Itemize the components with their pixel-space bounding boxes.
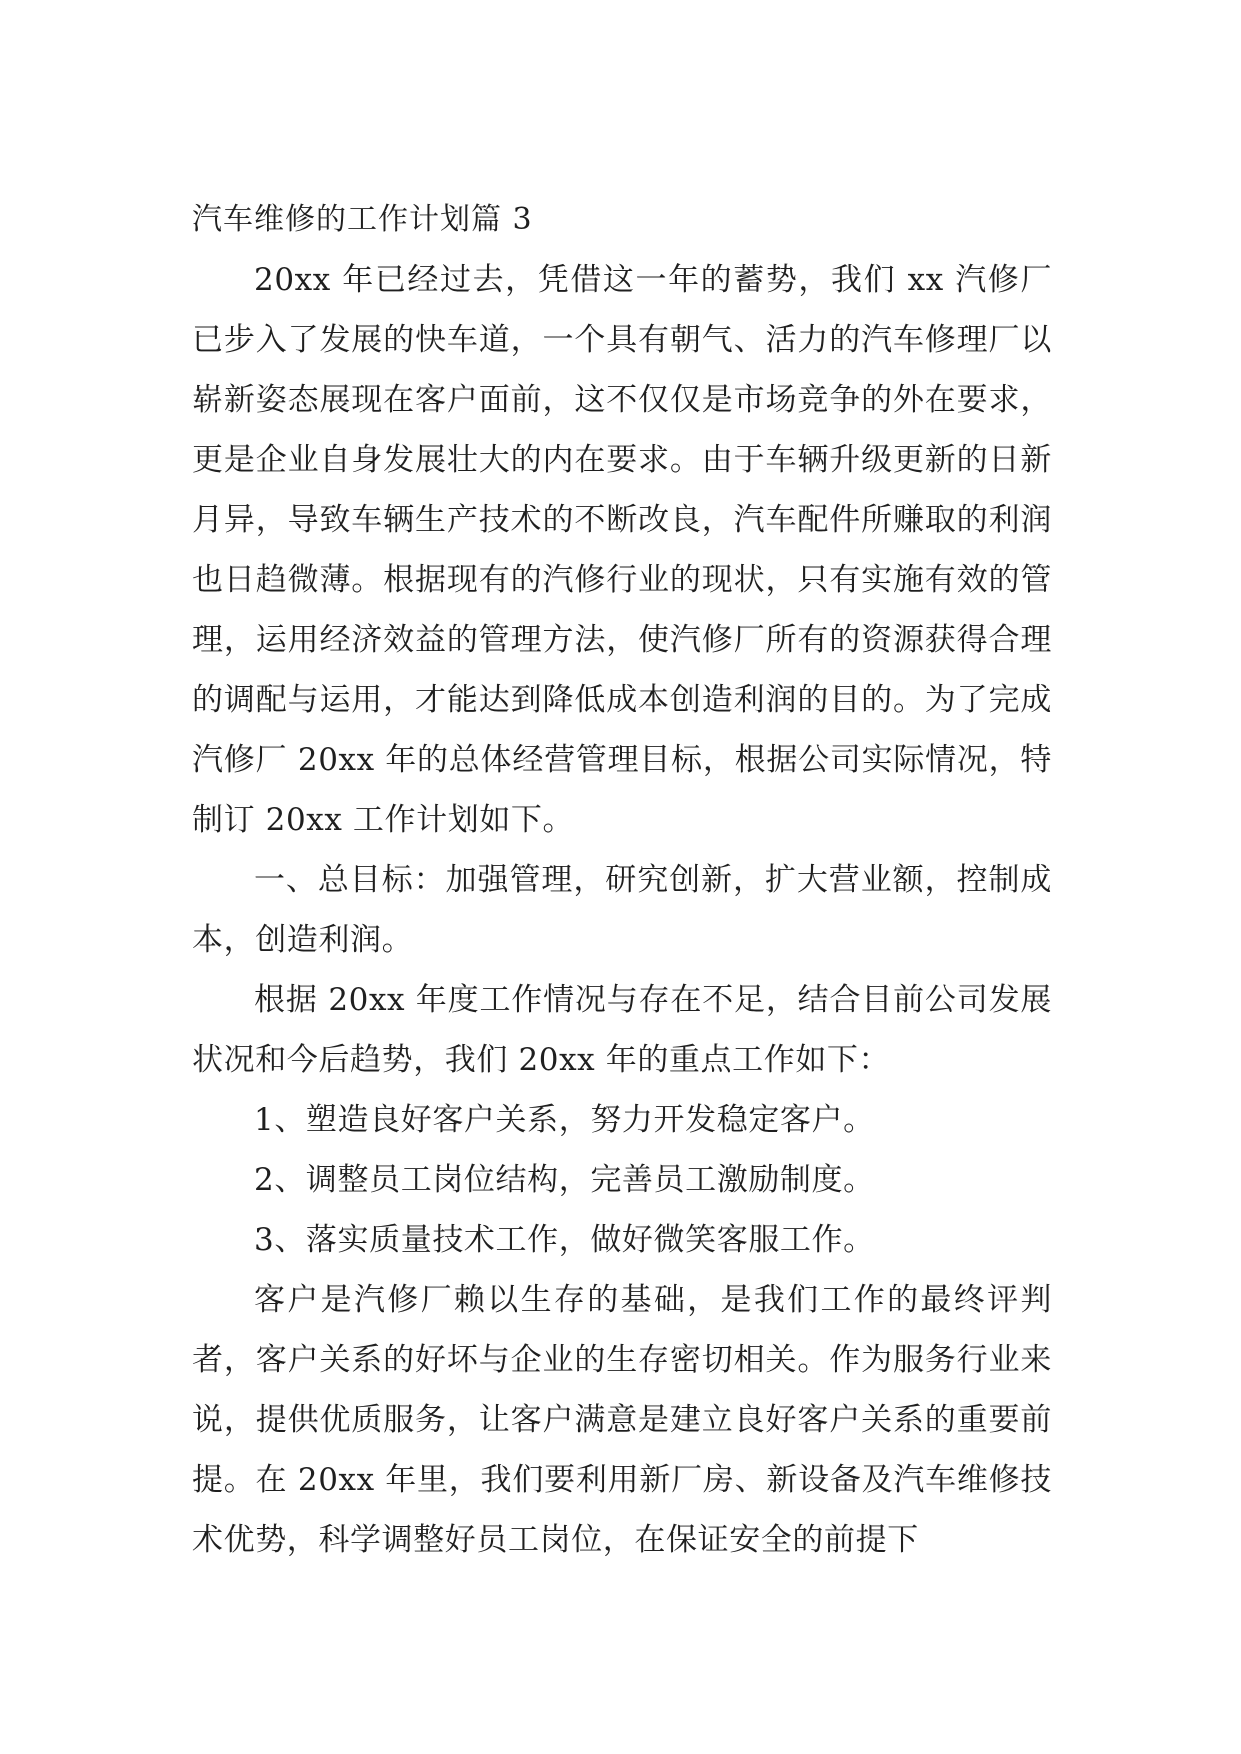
- paragraph-overall-goal: 一、总目标：加强管理，研究创新，扩大营业额，控制成本，创造利润。: [192, 862, 1052, 958]
- paragraph-customer: 客户是汽修厂赖以生存的基础，是我们工作的最终评判者，客户关系的好坏与企业的生存密切相关。作为服务行业来说，提供优质服务，让客户满意是建立良好客户关系的重要前提。在 20xx 年里，我们要利用新厂房、新设备及汽车维修技术优势，科学调整好员工岗位，在保证安全的前提下: [192, 1282, 1052, 1558]
- document-title: 汽车维修的工作计划篇 3: [192, 202, 533, 237]
- list-item-2: 2、调整员工岗位结构，完善员工激励制度。: [254, 1162, 875, 1198]
- paragraph-intro: 20xx 年已经过去，凭借这一年的蓄势，我们 xx 汽修厂已步入了发展的快车道，一个具有朝气、活力的汽车修理厂以崭新姿态展现在客户面前，这不仅仅是市场竞争的外在要求，更是企业自身发展壮大的内在要求。由于车辆升级更新的日新月异，导致车辆生产技术的不断改良，汽车配件所赚取的利润也日趋微薄。根据现有的汽修行业的现状，只有实施有效的管理，运用经济效益的管理方法，使汽修厂所有的资源获得合理的调配与运用，才能达到降低成本创造利润的目的。为了完成汽修厂 20xx 年的总体经营管理目标，根据公司实际情况，特制订 20xx 工作计划如下。: [192, 262, 1052, 838]
- document-body: [192, 190, 1052, 1570]
- list-item-1: 1、塑造良好客户关系，努力开发稳定客户。: [254, 1102, 875, 1138]
- list-item-3: 3、落实质量技术工作，做好微笑客服工作。: [254, 1222, 875, 1258]
- paragraph-key-work: 根据 20xx 年度工作情况与存在不足，结合目前公司发展状况和今后趋势，我们 20xx 年的重点工作如下：: [192, 982, 1052, 1078]
